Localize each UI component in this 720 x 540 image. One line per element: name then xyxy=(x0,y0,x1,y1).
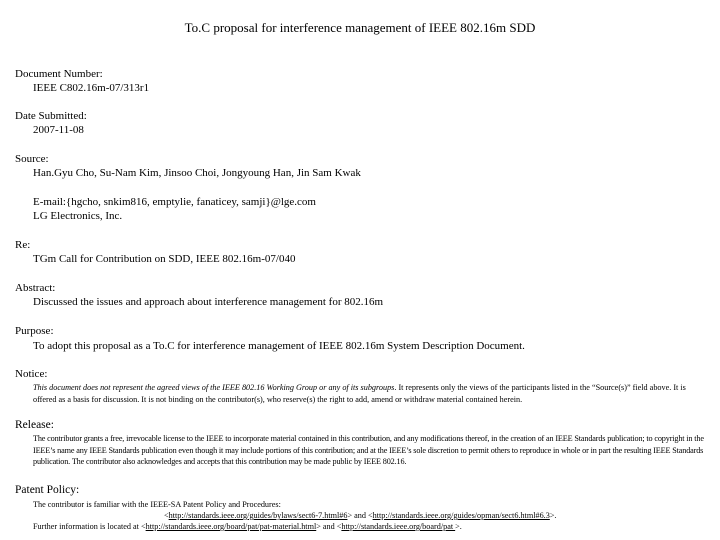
line-end: >. xyxy=(549,511,557,520)
line-end-2: >. xyxy=(455,522,462,531)
pat-material-link[interactable]: http://standards.ieee.org/board/pat/pat-material.html xyxy=(145,522,317,531)
release-text: The contributor grants a free, irrevocable license to the IEEE to incorporate material contained in this contribution, and any modifications thereof, in the creation of an IEEE Standards publication; to copyright in the IEEE’s name any IEEE Standards publication even though it may include portions of this contribution; and at the IEEE’s sole discretion to permit others to reproduce in whole or in part the resulting IEEE Standards publication. The contributor also acknowledges and accepts that this contribution may be made public by IEEE 802.16. xyxy=(33,434,704,466)
document-number-label: Document Number: xyxy=(15,68,103,80)
patent-policy-intro: The contributor is familiar with the IEEE-SA Patent Policy and Procedures: xyxy=(33,500,281,509)
source-authors: Han.Gyu Cho, Su-Nam Kim, Jinsoo Choi, Jongyoung Han, Jin Sam Kwak xyxy=(33,167,361,179)
abstract-value: Discussed the issues and approach about interference management for 802.16m xyxy=(33,296,384,308)
notice-label: Notice: xyxy=(15,368,48,380)
date-submitted-value: 2007-11-08 xyxy=(33,124,84,136)
notice-disclaimer: This document does not represent the agreed views of the IEEE 802.16 Working Group or any of its subgroups xyxy=(33,383,395,392)
source-organization: LG Electronics, Inc. xyxy=(33,210,123,222)
patent-policy-label: Patent Policy: xyxy=(15,484,80,496)
further-info-prefix: Further information is located at < xyxy=(33,522,146,531)
patent-policy-links-line xyxy=(164,510,704,522)
lt-symbol: < xyxy=(164,511,169,520)
date-submitted-label: Date Submitted: xyxy=(15,110,87,122)
document-number-value: IEEE C802.16m-07/313r1 xyxy=(33,82,150,94)
document-title: To.C proposal for interference management of IEEE 802.16m SDD xyxy=(184,20,536,35)
purpose-value: To adopt this proposal as a To.C for interference management of IEEE 802.16m System Description Document. xyxy=(33,340,525,352)
release-label: Release: xyxy=(15,419,54,431)
patent-policy-further-line xyxy=(33,521,708,533)
source-label: Source: xyxy=(15,153,49,165)
and-separator: > and < xyxy=(347,511,373,520)
abstract-label: Abstract: xyxy=(15,282,56,294)
notice-rest: . It represents only the views of the participants listed in the “Source(s)” field above. It is offered as a basis for discussion. It is not binding on the contributor(s), who reserve(s) the right to add, amend or withdraw material contained herein. xyxy=(33,383,686,404)
notice-text xyxy=(33,382,708,405)
source-email: E-mail:{hgcho, snkim816, emptylie, fanaticey, samji}@lge.com xyxy=(33,196,316,208)
and-separator-2: > and < xyxy=(316,522,342,531)
opman-link[interactable]: http://standards.ieee.org/guides/opman/sect6.html#6.3 xyxy=(372,511,550,520)
pat-link[interactable]: http://standards.ieee.org/board/pat xyxy=(341,522,456,531)
bylaws-link[interactable]: http://standards.ieee.org/guides/bylaws/sect6-7.html#6 xyxy=(168,511,348,520)
purpose-label: Purpose: xyxy=(15,325,54,337)
re-label: Re: xyxy=(15,239,31,251)
re-value: TGm Call for Contribution on SDD, IEEE 802.16m-07/040 xyxy=(33,253,296,265)
